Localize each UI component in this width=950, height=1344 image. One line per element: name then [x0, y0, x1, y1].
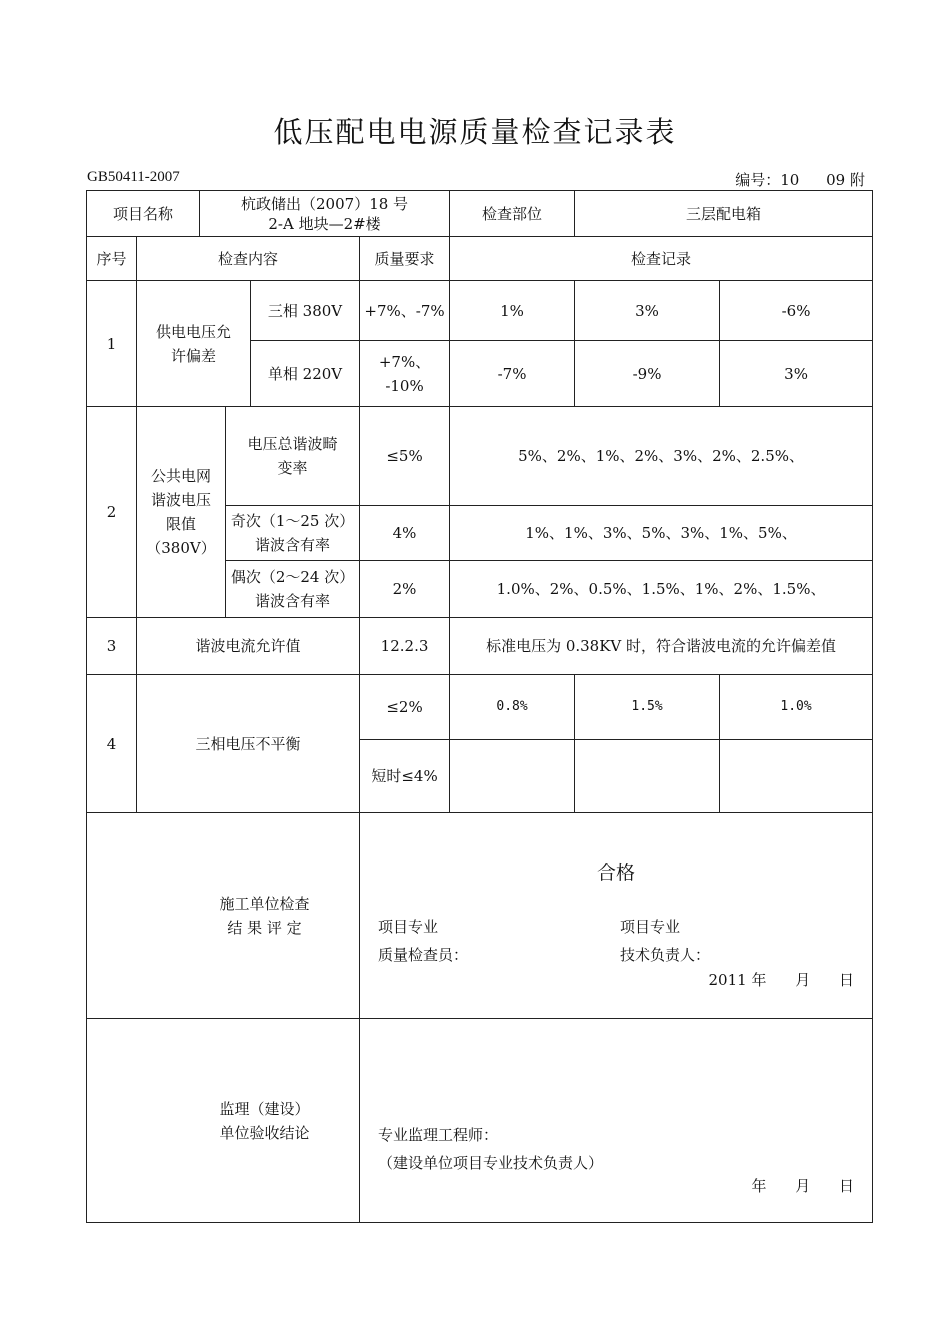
item4-req-1: ≤2%	[360, 675, 450, 740]
item2-odd-req: 4%	[360, 506, 450, 561]
serial-number	[731, 169, 865, 190]
item4-record-1: 0.8%	[450, 675, 575, 740]
item1-single-phase-req: +7%、 -10%	[360, 341, 450, 407]
item1-single-phase-record-1: -7%	[450, 341, 575, 407]
item4-record-empty-2	[575, 740, 720, 813]
col-content-header: 检查内容	[137, 237, 360, 281]
item2-even-req: 2%	[360, 561, 450, 618]
construction-label-line2: 结 果 评 定	[227, 918, 302, 937]
construction-year: 2011 年	[708, 971, 767, 989]
item3-req: 12.2.3	[360, 618, 450, 675]
item2-thd-record: 5%、2%、1%、2%、3%、2%、2.5%、	[450, 407, 873, 506]
col-record-header: 检查记录	[450, 237, 873, 281]
construction-label	[87, 813, 360, 1019]
item2-thd-req: ≤5%	[360, 407, 450, 506]
item2-odd-record: 1%、1%、3%、5%、3%、1%、5%、	[450, 506, 873, 561]
item4-seq: 4	[87, 675, 137, 813]
item2-even-record: 1.0%、2%、0.5%、1.5%、1%、2%、1.5%、	[450, 561, 873, 618]
col-requirement-header: 质量要求	[360, 237, 450, 281]
serial-label: 编号：10	[735, 171, 800, 189]
construction-date	[709, 968, 855, 992]
item2-seq: 2	[87, 407, 137, 618]
supervision-year: 年	[751, 1177, 767, 1195]
project-name-line1: 杭政储出（2007）18 号	[241, 194, 409, 213]
item2-name: 公共电网 谐波电压 限值 （380V）	[137, 407, 226, 618]
supervision-label-line1: 监理（建设）	[219, 1099, 310, 1118]
location-label: 检查部位	[450, 191, 575, 237]
construction-month: 月	[795, 971, 811, 989]
supervision-label-line2: 单位验收结论	[219, 1123, 310, 1142]
item4-record-2: 1.5%	[575, 675, 720, 740]
supervision-date	[751, 1174, 854, 1198]
item1-three-phase-record-2: 3%	[575, 281, 720, 341]
item3-record: 标准电压为 0.38KV 时，符合谐波电流的允许偏差值	[450, 618, 873, 675]
project-name-label: 项目名称	[87, 191, 200, 237]
project-name-line2: 2-A 地块—2#楼	[268, 214, 381, 233]
inspection-table	[86, 190, 873, 1223]
item1-three-phase-label: 三相 380V	[251, 281, 360, 341]
supervision-month: 月	[795, 1177, 811, 1195]
supervision-label	[87, 1019, 360, 1223]
tech-line2: 技术负责人：	[620, 946, 711, 964]
verdict-text: 合格	[597, 862, 636, 884]
item3-name: 谐波电流允许值	[137, 618, 360, 675]
construction-day: 日	[839, 971, 855, 989]
construction-label-line1: 施工单位检查	[219, 894, 310, 913]
item1-name: 供电电压允 许偏差	[137, 281, 251, 407]
item2-thd-label: 电压总谐波畸 变率	[226, 407, 360, 506]
item1-single-phase-record-3: 3%	[720, 341, 873, 407]
item4-record-empty-3	[720, 740, 873, 813]
supervisor-engineer: 专业监理工程师：	[378, 1126, 499, 1144]
item4-record-3: 1.0%	[720, 675, 873, 740]
item1-three-phase-record-1: 1%	[450, 281, 575, 341]
standard-code: GB50411-2007	[87, 169, 180, 185]
item1-single-phase-record-2: -9%	[575, 341, 720, 407]
form-title: 低压配电电源质量检查记录表	[273, 115, 677, 149]
supervision-day: 日	[839, 1177, 855, 1195]
location-value: 三层配电箱	[575, 191, 873, 237]
serial-suffix: 09 附	[826, 171, 865, 189]
item1-three-phase-record-3: -6%	[720, 281, 873, 341]
item4-record-empty-1	[450, 740, 575, 813]
item1-single-phase-label: 单相 220V	[251, 341, 360, 407]
item1-seq: 1	[87, 281, 137, 407]
item2-even-label: 偶次（2～24 次） 谐波含有率	[226, 561, 360, 618]
tech-line1: 项目专业	[620, 918, 681, 936]
item1-three-phase-req: +7%、-7%	[360, 281, 450, 341]
project-name-value	[200, 191, 450, 237]
inspector-line1: 项目专业	[378, 918, 439, 936]
inspector-line2: 质量检查员：	[378, 946, 469, 964]
supervision-result	[360, 1019, 873, 1223]
item3-seq: 3	[87, 618, 137, 675]
tech-lead-signature	[620, 913, 710, 969]
supervisor-signature	[378, 1121, 603, 1177]
col-seq-header: 序号	[87, 237, 137, 281]
item4-req-2: 短时≤4%	[360, 740, 450, 813]
item2-odd-label: 奇次（1～25 次） 谐波含有率	[226, 506, 360, 561]
inspector-signature	[378, 913, 468, 969]
construction-result	[360, 813, 873, 1019]
item4-name: 三相电压不平衡	[137, 675, 360, 813]
supervisor-owner: （建设单位项目专业技术负责人）	[378, 1154, 604, 1172]
